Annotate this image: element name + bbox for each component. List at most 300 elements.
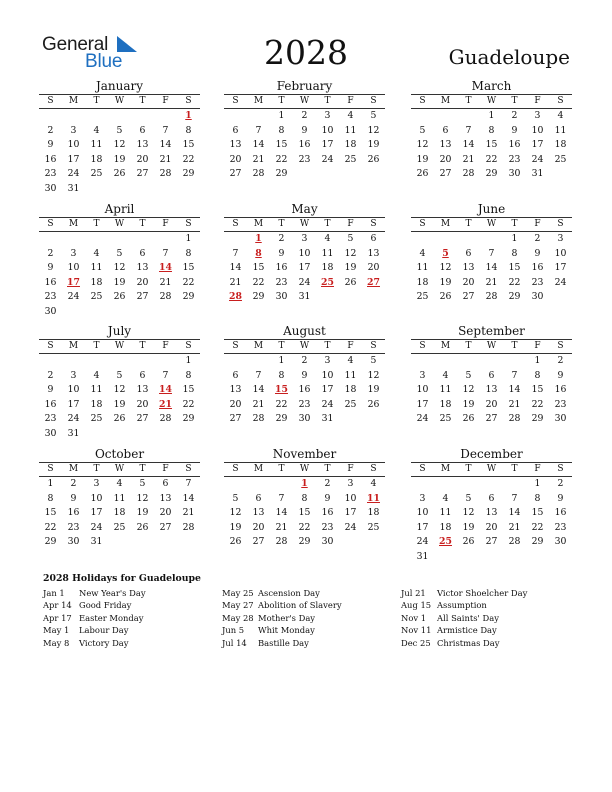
day-cell: 27: [159, 521, 172, 533]
day-cell: 2: [511, 110, 518, 121]
day-cell: 24: [416, 536, 429, 548]
holiday-item: [43, 599, 146, 611]
month-june: [411, 202, 572, 305]
empty-day-cell: [247, 354, 270, 369]
holiday-date: Apr 17: [43, 612, 72, 623]
day-cell: 28: [462, 168, 475, 180]
weekday-label: M: [68, 341, 79, 351]
holiday-item: [401, 587, 527, 599]
day-cell: 13: [462, 262, 475, 274]
week-row: [411, 124, 572, 139]
day-cell: 29: [531, 413, 544, 425]
day-cell: 15: [531, 384, 544, 396]
day-cell: 6: [162, 478, 169, 489]
day-cell: 23: [554, 398, 567, 410]
weekday-label: S: [232, 341, 239, 351]
day-cell: 28: [159, 413, 172, 425]
empty-day-cell: [224, 232, 247, 247]
empty-day-cell: [549, 290, 572, 305]
day-cell: 19: [113, 153, 126, 165]
day-cell: 14: [485, 262, 498, 274]
day-cell: 27: [439, 168, 452, 180]
day-cell: 4: [116, 478, 123, 489]
empty-day-cell: [85, 354, 108, 369]
day-cell: 22: [298, 521, 311, 533]
empty-day-cell: [434, 232, 457, 247]
weekday-label: T: [511, 341, 518, 351]
weekday-label: T: [465, 464, 472, 474]
day-cell: 16: [298, 384, 311, 396]
day-cell: 18: [90, 398, 103, 410]
day-cell: 19: [344, 262, 357, 274]
week-row: [39, 109, 200, 124]
weekday-header: [411, 462, 572, 477]
empty-day-cell: [434, 354, 457, 369]
day-cell: 27: [485, 536, 498, 548]
day-cell: 3: [419, 492, 426, 504]
day-cell: 13: [136, 139, 149, 151]
holiday-date: May 25: [222, 588, 254, 598]
holiday-date: May 28: [222, 612, 254, 623]
week-row: [411, 261, 572, 276]
day-cell: 6: [442, 124, 449, 136]
day-cell: 20: [439, 153, 452, 165]
weekday-label: T: [324, 464, 331, 474]
day-cell: 20: [229, 153, 242, 165]
day-cell: 4: [442, 492, 449, 504]
day-cell: 13: [367, 247, 380, 259]
day-cell: 20: [159, 507, 172, 519]
weekday-label: F: [534, 96, 541, 106]
day-cell: 20: [367, 262, 380, 274]
day-cell: 8: [278, 369, 285, 381]
day-cell: 2: [534, 233, 541, 244]
empty-day-cell: [131, 535, 154, 550]
month-name: October: [94, 447, 145, 461]
week-row: [411, 109, 572, 124]
day-cell: 10: [321, 369, 334, 381]
day-cell: 3: [93, 478, 100, 489]
holiday-name: Abolition of Slavery: [258, 600, 342, 611]
weekday-label: S: [557, 341, 564, 351]
day-cell: 17: [321, 384, 334, 396]
day-cell: 25: [90, 413, 103, 425]
weekday-label: W: [299, 341, 310, 351]
day-cell: 15: [182, 139, 195, 151]
day-cell: 2: [47, 247, 54, 259]
day-cell: 31: [298, 291, 311, 303]
week-row: [224, 492, 385, 507]
day-cell: 7: [255, 369, 262, 381]
day-cell: 22: [44, 521, 57, 533]
day-cell: 25: [367, 521, 380, 533]
day-cell: 23: [298, 398, 311, 410]
month-name: March: [471, 79, 512, 93]
day-cell: 13: [136, 262, 149, 274]
day-cell: 10: [416, 384, 429, 396]
holiday-day-cell: 1: [301, 478, 308, 489]
day-cell: 14: [182, 492, 195, 504]
day-cell: 21: [508, 398, 521, 410]
month-name: July: [107, 324, 132, 338]
week-row: [411, 232, 572, 247]
day-cell: 24: [321, 153, 334, 165]
month-november: [224, 447, 385, 550]
weekday-header: [224, 94, 385, 109]
day-cell: 3: [70, 247, 77, 259]
week-row: [411, 477, 572, 492]
week-row: [39, 535, 200, 550]
day-cell: 6: [139, 369, 146, 381]
day-cell: 8: [511, 247, 518, 259]
weekday-label: W: [114, 96, 125, 106]
weekday-label: S: [47, 219, 54, 229]
day-cell: 23: [44, 413, 57, 425]
day-cell: 2: [70, 478, 77, 489]
day-cell: 17: [416, 398, 429, 410]
holiday-item: [222, 612, 342, 624]
day-cell: 28: [252, 168, 265, 180]
day-cell: 27: [136, 413, 149, 425]
holiday-day-cell: 15: [275, 384, 288, 396]
day-cell: 14: [252, 139, 265, 151]
day-cell: 18: [90, 153, 103, 165]
holiday-item: [401, 624, 527, 636]
day-cell: 1: [278, 355, 285, 366]
day-cell: 21: [159, 153, 172, 165]
day-cell: 27: [136, 291, 149, 303]
weekday-label: S: [370, 219, 377, 229]
day-cell: 23: [44, 168, 57, 180]
day-cell: 15: [182, 262, 195, 274]
month-september: [411, 324, 572, 427]
empty-day-cell: [339, 167, 362, 182]
day-cell: 11: [344, 369, 357, 381]
empty-day-cell: [62, 232, 85, 247]
empty-day-cell: [362, 167, 385, 182]
empty-day-cell: [411, 477, 434, 492]
day-cell: 5: [232, 492, 239, 504]
weekday-label: W: [486, 341, 497, 351]
day-cell: 16: [44, 276, 57, 288]
day-cell: 21: [462, 153, 475, 165]
day-cell: 14: [229, 262, 242, 274]
day-cell: 2: [557, 478, 564, 489]
day-cell: 22: [485, 153, 498, 165]
weekday-label: S: [419, 219, 426, 229]
day-cell: 14: [159, 139, 172, 151]
day-cell: 21: [275, 521, 288, 533]
week-row: [39, 477, 200, 492]
day-cell: 18: [90, 276, 103, 288]
day-cell: 2: [557, 355, 564, 366]
day-cell: 13: [136, 384, 149, 396]
day-cell: 5: [139, 478, 146, 489]
month-name: April: [104, 202, 135, 216]
logo-text-blue: Blue: [85, 51, 123, 72]
empty-day-cell: [339, 290, 362, 305]
empty-day-cell: [549, 550, 572, 565]
day-cell: 3: [324, 110, 331, 121]
day-cell: 1: [511, 233, 518, 244]
day-cell: 28: [508, 413, 521, 425]
empty-day-cell: [411, 109, 434, 124]
day-cell: 29: [182, 291, 195, 303]
weekday-label: S: [419, 96, 426, 106]
empty-day-cell: [62, 354, 85, 369]
weekday-label: T: [278, 464, 285, 474]
empty-day-cell: [224, 354, 247, 369]
weekday-label: T: [139, 219, 146, 229]
day-cell: 26: [367, 398, 380, 410]
day-cell: 10: [67, 262, 80, 274]
weekday-label: M: [68, 96, 79, 106]
day-cell: 5: [116, 124, 123, 136]
day-cell: 25: [90, 168, 103, 180]
day-cell: 31: [321, 413, 334, 425]
day-cell: 13: [252, 507, 265, 519]
day-cell: 22: [182, 153, 195, 165]
empty-day-cell: [108, 427, 131, 442]
week-row: [39, 383, 200, 398]
day-cell: 9: [301, 124, 308, 136]
holiday-day-cell: 14: [159, 384, 172, 396]
weekday-label: W: [299, 219, 310, 229]
day-cell: 20: [136, 276, 149, 288]
empty-day-cell: [411, 232, 434, 247]
day-cell: 17: [531, 139, 544, 151]
holiday-day-cell: 1: [185, 110, 192, 121]
month-name: May: [291, 202, 318, 216]
day-cell: 8: [534, 492, 541, 504]
empty-day-cell: [457, 550, 480, 565]
day-cell: 5: [465, 492, 472, 504]
empty-day-cell: [247, 477, 270, 492]
day-cell: 28: [508, 536, 521, 548]
holiday-day-cell: 17: [67, 276, 80, 288]
week-row: [411, 138, 572, 153]
day-cell: 3: [70, 369, 77, 381]
day-cell: 24: [67, 168, 80, 180]
day-cell: 19: [462, 521, 475, 533]
weekday-label: M: [68, 464, 79, 474]
day-cell: 9: [534, 247, 541, 259]
day-cell: 17: [344, 507, 357, 519]
month-name: January: [95, 79, 144, 93]
day-cell: 16: [67, 507, 80, 519]
weekday-label: W: [114, 464, 125, 474]
weekday-label: M: [253, 96, 264, 106]
empty-day-cell: [131, 427, 154, 442]
day-cell: 5: [465, 369, 472, 381]
week-row: [411, 492, 572, 507]
day-cell: 6: [370, 233, 377, 244]
day-cell: 16: [298, 139, 311, 151]
weekday-label: S: [370, 464, 377, 474]
day-cell: 22: [182, 398, 195, 410]
weekday-label: T: [278, 219, 285, 229]
day-cell: 23: [508, 153, 521, 165]
day-cell: 18: [113, 507, 126, 519]
day-cell: 19: [367, 139, 380, 151]
holiday-name: Ascension Day: [258, 588, 320, 598]
empty-day-cell: [85, 305, 108, 320]
day-cell: 20: [485, 398, 498, 410]
day-cell: 31: [67, 182, 80, 194]
holiday-date: May 1: [43, 625, 70, 636]
holiday-date: May 8: [43, 637, 70, 648]
weekday-label: S: [557, 219, 564, 229]
empty-day-cell: [108, 305, 131, 320]
day-cell: 8: [185, 124, 192, 136]
empty-day-cell: [131, 305, 154, 320]
week-row: [39, 290, 200, 305]
holiday-day-cell: 28: [229, 291, 242, 303]
day-cell: 26: [113, 168, 126, 180]
day-cell: 31: [416, 550, 429, 562]
weekday-label: F: [534, 219, 541, 229]
day-cell: 22: [252, 276, 265, 288]
day-cell: 15: [298, 507, 311, 519]
week-row: [39, 398, 200, 413]
day-cell: 30: [321, 536, 334, 548]
day-cell: 20: [485, 521, 498, 533]
day-cell: 24: [531, 153, 544, 165]
holiday-date: Aug 15: [401, 600, 432, 611]
day-cell: 6: [255, 492, 262, 504]
empty-day-cell: [131, 232, 154, 247]
holiday-date: May 27: [222, 600, 254, 611]
day-cell: 4: [557, 110, 564, 121]
day-cell: 29: [252, 291, 265, 303]
holiday-day-cell: 27: [367, 276, 380, 288]
week-row: [39, 305, 200, 320]
day-cell: 17: [321, 139, 334, 151]
day-cell: 12: [136, 492, 149, 504]
week-row: [411, 153, 572, 168]
day-cell: 16: [531, 262, 544, 274]
week-row: [224, 506, 385, 521]
weekday-label: S: [185, 219, 192, 229]
weekday-label: S: [185, 96, 192, 106]
day-cell: 24: [344, 521, 357, 533]
month-name: December: [460, 447, 523, 461]
day-cell: 27: [252, 536, 265, 548]
day-cell: 21: [252, 398, 265, 410]
weekday-label: T: [324, 341, 331, 351]
day-cell: 11: [439, 384, 452, 396]
day-cell: 30: [44, 305, 57, 317]
day-cell: 24: [67, 291, 80, 303]
week-row: [411, 383, 572, 398]
day-cell: 3: [70, 124, 77, 136]
week-row: [224, 247, 385, 262]
day-cell: 21: [229, 276, 242, 288]
empty-day-cell: [62, 305, 85, 320]
holiday-item: [222, 599, 342, 611]
day-cell: 15: [508, 262, 521, 274]
day-cell: 9: [324, 492, 331, 504]
day-cell: 25: [554, 153, 567, 165]
holiday-date: Jun 5: [222, 625, 245, 636]
week-row: [224, 521, 385, 536]
day-cell: 6: [465, 247, 472, 259]
day-cell: 14: [462, 139, 475, 151]
day-cell: 18: [439, 398, 452, 410]
empty-day-cell: [457, 232, 480, 247]
day-cell: 30: [67, 536, 80, 548]
day-cell: 8: [278, 124, 285, 136]
weekday-label: T: [511, 219, 518, 229]
day-cell: 26: [344, 276, 357, 288]
holiday-day-cell: 25: [439, 536, 452, 548]
logo-text-general: General: [42, 34, 109, 55]
day-cell: 10: [90, 492, 103, 504]
day-cell: 12: [462, 507, 475, 519]
day-cell: 21: [485, 276, 498, 288]
day-cell: 6: [232, 369, 239, 381]
day-cell: 4: [347, 110, 354, 121]
day-cell: 2: [301, 110, 308, 121]
weekday-label: M: [440, 219, 451, 229]
day-cell: 11: [90, 384, 103, 396]
day-cell: 16: [554, 507, 567, 519]
day-cell: 29: [531, 536, 544, 548]
day-cell: 27: [462, 291, 475, 303]
day-cell: 16: [275, 262, 288, 274]
day-cell: 1: [185, 233, 192, 244]
day-cell: 19: [367, 384, 380, 396]
weekday-header: [39, 462, 200, 477]
weekday-header: [224, 462, 385, 477]
holiday-name: Good Friday: [79, 600, 132, 611]
weekday-header: [411, 94, 572, 109]
week-row: [411, 369, 572, 384]
weekday-header: [224, 217, 385, 232]
holiday-day-cell: 8: [255, 247, 262, 259]
day-cell: 1: [278, 110, 285, 121]
holiday-name: Christmas Day: [437, 637, 500, 648]
weekday-header: [39, 217, 200, 232]
day-cell: 13: [159, 492, 172, 504]
day-cell: 8: [534, 369, 541, 381]
holidays-title: 2028 Holidays for Guadeloupe: [43, 573, 201, 584]
day-cell: 9: [278, 247, 285, 259]
week-row: [224, 383, 385, 398]
empty-day-cell: [503, 550, 526, 565]
empty-day-cell: [154, 232, 177, 247]
holiday-item: [401, 599, 527, 611]
week-row: [39, 124, 200, 139]
month-march: [411, 79, 572, 182]
day-cell: 29: [298, 536, 311, 548]
week-row: [224, 167, 385, 182]
day-cell: 23: [67, 521, 80, 533]
day-cell: 9: [557, 492, 564, 504]
day-cell: 15: [485, 139, 498, 151]
weekday-label: F: [162, 219, 169, 229]
day-cell: 30: [531, 291, 544, 303]
holiday-column: [43, 587, 146, 649]
empty-day-cell: [503, 354, 526, 369]
empty-day-cell: [177, 182, 200, 197]
weekday-label: M: [440, 464, 451, 474]
day-cell: 7: [255, 124, 262, 136]
day-cell: 1: [185, 355, 192, 366]
day-cell: 29: [275, 413, 288, 425]
day-cell: 31: [67, 427, 80, 439]
day-cell: 6: [139, 247, 146, 259]
